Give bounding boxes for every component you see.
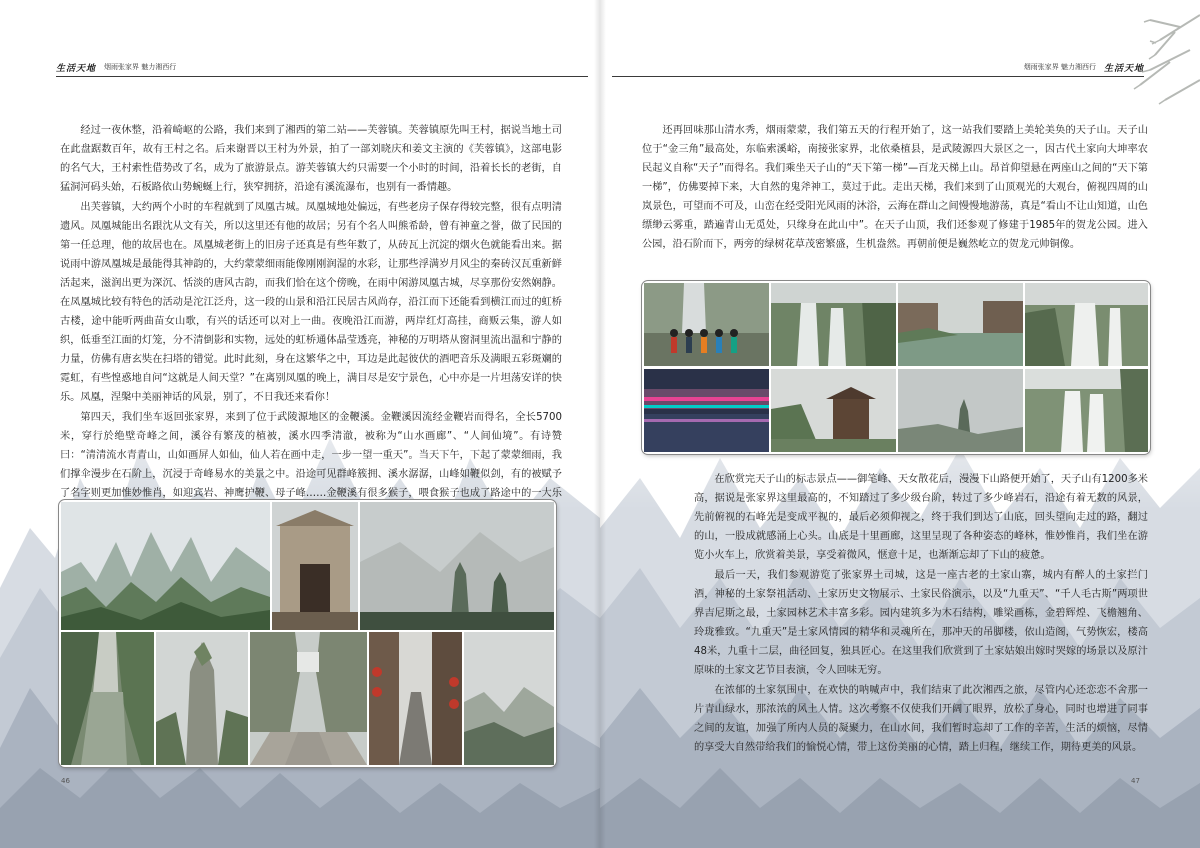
- paragraph: 在浓郁的土家氛围中，在欢快的呐喊声中，我们结束了此次湘西之旅，尽管内心还恋恋不舍那一片青山绿水，那浓浓的风土人情。这次考察不仅使我们开阔了眼界，放松了身心，同时也增进了同事之间的友谊，加强了所内人员的凝聚力，在山水间，我们暂时忘却了工作的辛苦，生活的烦恼，尽情的享受大自然带给我们的愉悦心情，带上这份美丽的心情，踏上归程，继续工作，期待更美的风景。: [694, 685, 1148, 753]
- brand-logo: 生活天地: [56, 63, 97, 74]
- photo-collage-left: [59, 500, 556, 767]
- paragraph: 最后一天，我们参观游览了张家界土司城，这是一座古老的土家山寨，城内有醉人的土家拦门酒，神秘的土家祭祖活动、土家历史文物展示、土家民俗演示，以及“九重天”、“千人毛古斯”两项世界吉尼斯之最，土家园林艺术丰富多彩。园内建筑多为木石结构，雕梁画栋，金碧辉煌、飞檐翘角、玲珑雅致。“九重天”是土家风情园的精华和灵魂所在，那冲天的吊脚楼，依山造阁，气势恢宏，楼高48米，九重十二层，曲径回复，独具匠心。在这里我们欣赏到了土家姑娘出嫁时哭嫁的场景以及原汁原味的土家文艺节目表演，令人回味无穷。: [694, 570, 1148, 676]
- article-body-left: [60, 121, 562, 523]
- photo-river-town: [898, 283, 1023, 366]
- paragraph: 还再回味那山清水秀，烟雨蒙蒙，我们第五天的行程开始了，这一站我们要踏上美轮美奂的天子山。天子山位于“金三角”最高处，东临索溪峪，南接张家界，北依桑植县，是武陵源四大景区之一，因古代土家向大坤率农民起义自称“天子”而得名。我们乘坐天子山的“天下第一梯”—百龙天梯上山。昂首仰望悬在两座山之间的“天下第一梯”，仿佛要掉下来，大自然的鬼斧神工，莫过于此。走出天梯，我们来到了山顶观光的大观台，俯视四周的山岚景色，可望而不可及，山峦在经受阳光风雨的沐浴，云海在群山之间慢慢地游荡，真是“看山不让山知道，山色缥缈云雾重，踏遍青山无觅处，只缘身在此山中”。在天子山顶，我们还参观了修建于1985年的贺龙公园。进入公园，沿石阶而下，两旁的绿树花草茂密繁盛，生机盎然。再朝前便是巍然屹立的贺龙元帅铜像。: [642, 125, 1148, 250]
- article-body-right-top: [642, 121, 1148, 255]
- photo-misty-peaks: [61, 502, 270, 630]
- paragraph: 第四天，我们坐车返回张家界，来到了位于武陵源地区的金鞭溪。金鞭溪因流经金鞭岩而得名，全长5700米，穿行於绝壁奇峰之间，溪谷有繁茂的植被，溪水四季清澈，被称为“山水画廊”、“人间仙境”。有诗赞曰：“清清流水青青山，山如画屏人如仙，仙人若在画中走，一步一望一重天”。当天下午，下起了蒙蒙细雨，我们撑伞漫步在石阶上，沉浸于奇峰易水的美景之中。沿途可见群峰簇拥、溪水潺潺，山峰如鞭似剑，有的被赋予了名字则更加惟妙惟肖，如迎宾岩、神鹰护鞭、母子峰……金鞭溪有很多猴子，喂食猴子也成了路途中的一大乐: [60, 412, 562, 499]
- photo-old-gate: [272, 502, 358, 630]
- photo-waterfall-2: [1025, 283, 1148, 366]
- photo-group-waterfall: [644, 283, 769, 366]
- photo-foggy-trees: [360, 502, 554, 630]
- brand-logo: 生活天地: [1103, 63, 1144, 74]
- header-title: 烟雨张家界 魅力湘西行: [1023, 63, 1096, 71]
- photo-waterfall-1: [771, 283, 896, 366]
- photo-stream-valley: [61, 632, 154, 765]
- running-header: [1016, 60, 1144, 74]
- header-rule: [612, 76, 1144, 77]
- article-body-right-bottom: [694, 470, 1148, 758]
- photo-foggy-forest: [464, 632, 554, 765]
- page-number-left: 46: [61, 777, 70, 785]
- header-rule: [56, 76, 588, 77]
- photo-misty-pine: [898, 369, 1023, 452]
- page-number-right: 47: [1131, 777, 1140, 785]
- paragraph: 出芙蓉镇，大约两个小时的车程就到了凤凰古城。凤凰城地处偏远，有些老房子保存得较完整，很有点明清遗风。凤凰城能出名跟沈从文有关，所以这里还有他的故居；另有个名人叫熊希龄，曾有神童之誉，做了民国的第一任总理，他的故居也在。凤凰城老街上的旧房子还真是有些年数了，从砖瓦上沉淀的烟火色就能看出来。据说雨中游凤凰城是最能得其神韵的，大约蒙蒙细雨能像刚刚润湿的水彩，让那些浮满岁月风尘的秦砖汉瓦重新鲜活起来，滋润出更为深沉、恬淡的唐风古韵，而我们恰在这个傍晚，在雨中闲游凤凰古城，尽享那份安然娴静。在凤凰城比较有特色的活动是沱江泛舟，这一段的山景和沿江民居古风尚存，沿江而下还能看到横江而过的虹桥古楼，途中能听两曲苗女山歌，有兴的话还可以对上一曲。夜晚沿江而游，两岸红灯高挂，商贩云集，游人如织，低垂至江面的灯笼，分不清倒影和实物，远处的虹桥通体晶莹透亮，神秘的万明塔从窗洞里流出温和宁静的力量，仿佛有唐玄奘在扫塔的错觉。此时此刻，身在这繁华之中，耳边是此起彼伏的酒吧音乐及满眼五彩斑斓的霓虹，有些惶惑地自问“这就是人间天堂？”在离别凤凰的晚上，满目尽是安宁景色，心中亦是一片坦荡安详的快乐。凤凰，涅槃中美丽神话的风景，别了，不日我还来看你！: [60, 202, 562, 403]
- photo-old-street: [369, 632, 462, 765]
- page-spine-shadow: [594, 0, 606, 848]
- photo-waterfall-3: [1025, 369, 1148, 452]
- photo-cliff-stairs: [250, 632, 367, 765]
- photo-night-river: [644, 369, 769, 452]
- photo-collage-right: [642, 281, 1150, 454]
- right-page: [600, 0, 1200, 848]
- paragraph: 在欣赏完天子山的标志景点——御笔峰、天女散花后，漫漫下山路便开始了，天子山有1200多米高，据说是张家界这里最高的，不知踏过了多少级台阶，转过了多少峰岩石，沿途有着无数的风景，先前俯视的石峰先是变成平视的，最后必须仰视之，终于我们到达了山底，回头望向走过的路，翻过的山，一股成就感涌上心头。山底是十里画廊，这里呈现了各种姿态的峰林，惟妙惟肖，我们坐在游览小火车上，欣赏着美景，享受着微风，惬意十足，也渐渐忘却了下山的疲惫。: [694, 474, 1148, 561]
- photo-pavilion: [771, 369, 896, 452]
- running-header: [56, 60, 184, 74]
- paragraph: 经过一夜休整，沿着崎岖的公路，我们来到了湘西的第二站——芙蓉镇。芙蓉镇原先叫王村，据说当地土司在此盘踞数百年，故有王村之名。后来谢晋以王村为外景，拍了一部刘晓庆和姜文主演的《芙蓉镇》，这部电影的名气大，王村索性借势改了名，成为了旅游景点。游芙蓉镇大约只需要一个小时的时间，沿着长长的老街，自猛洞河码头始，石板路依山势蜿蜒上行，狭窄拥挤，沿途有溪流瀑布，也别有一番情趣。: [60, 125, 562, 193]
- header-title: 烟雨张家界 魅力湘西行: [104, 63, 177, 71]
- photo-rock-pillar: [156, 632, 248, 765]
